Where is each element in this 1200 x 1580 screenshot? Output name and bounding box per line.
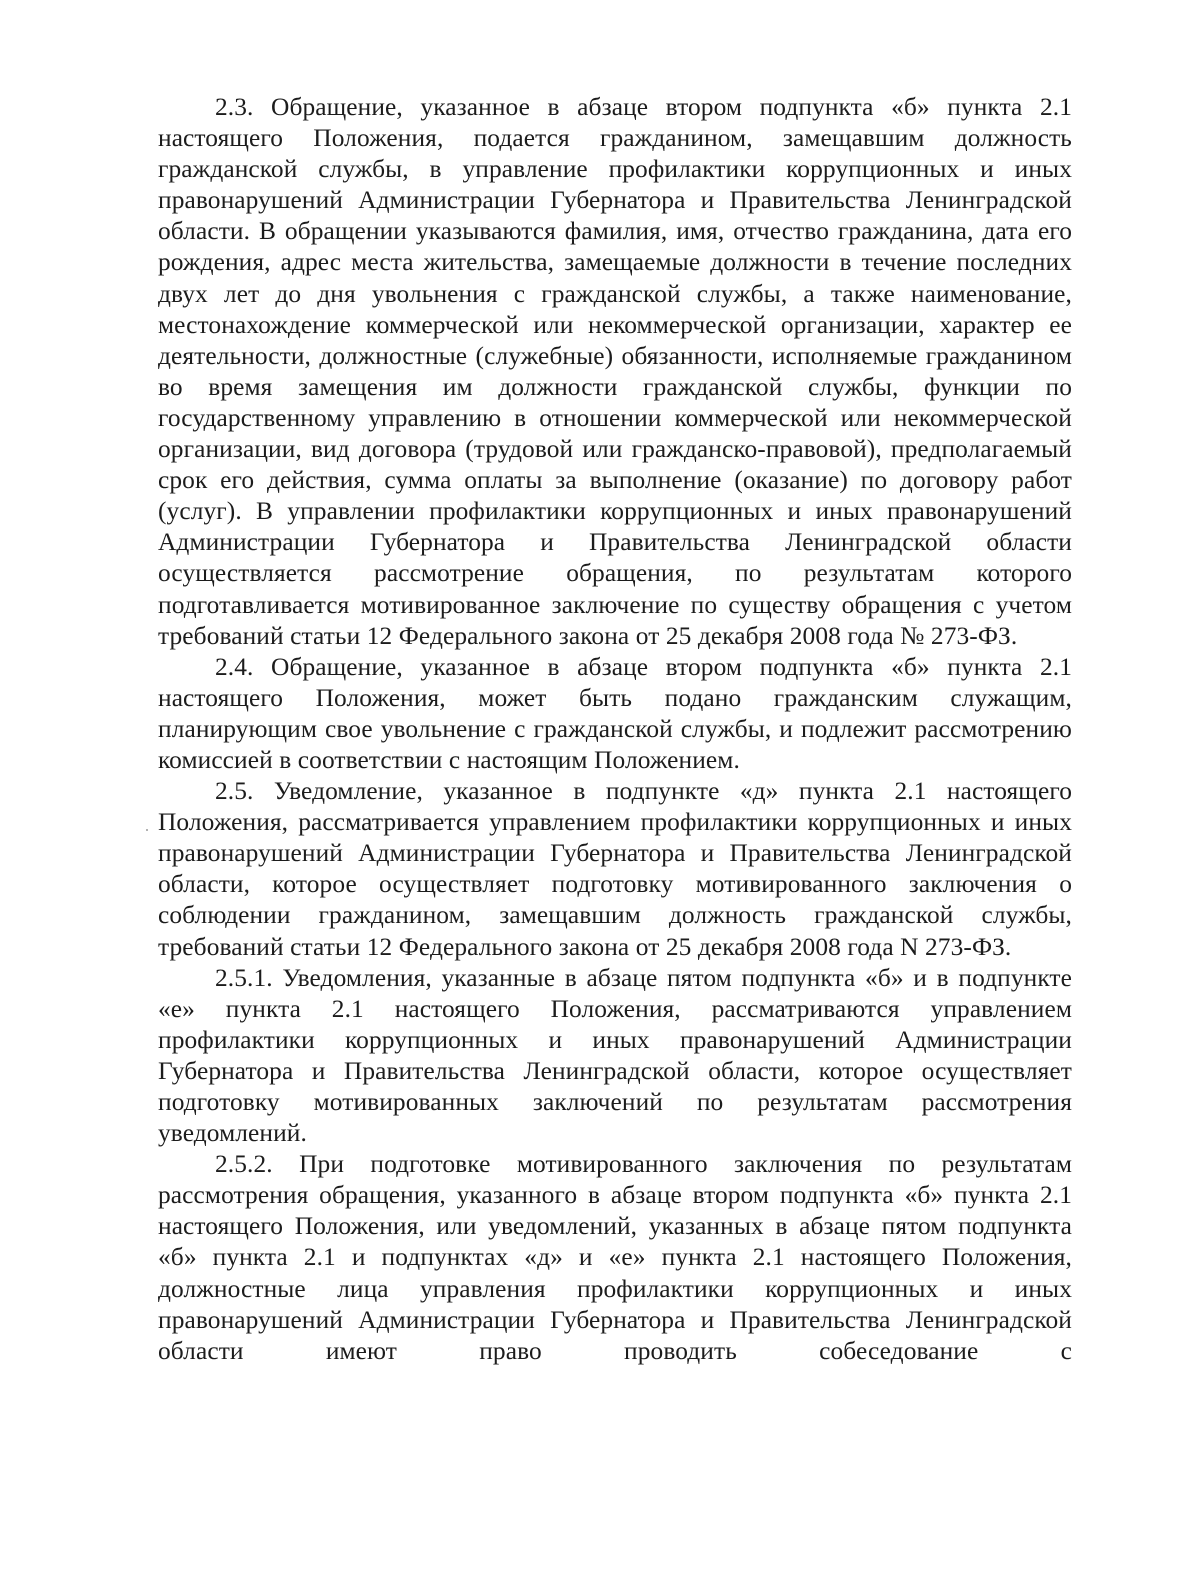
paragraph-2-5: 2.5. Уведомление, указанное в подпункте «д» пункта 2.1 настоящего Положения, рассматривается управлением профилактики коррупционных и иных правонарушений Администрации Губернатора и Правительства Ленинградской области, которое осуществляет подготовку мотивированного заключения о соблюдении гражданином, замещавшим должность гражданской службы, требований статьи 12 Федерального закона от 25 декабря 2008 года N 273-ФЗ. bbox=[158, 777, 1072, 961]
scan-speck bbox=[146, 829, 148, 831]
paragraph-2-5-2: 2.5.2. При подготовке мотивированного заключения по результатам рассмотрения обращения, указанного в абзаце втором подпункта «б» пункта 2.1 настоящего Положения, или уведомлений, указанных в абзаце пятом подпункта «б» пункта 2.1 и подпунктах «д» и «е» пункта 2.1 настоящего Положения, должностные лица управления профилактики коррупционных и иных правонарушений Администрации Губернатора и Правительства Ленинградской области имеют право проводить собеседование с bbox=[158, 1150, 1072, 1365]
paragraph-2-4: 2.4. Обращение, указанное в абзаце втором подпункта «б» пункта 2.1 настоящего Положения, может быть подано гражданским служащим, планирующим свое увольнение с гражданской службы, и подлежит рассмотрению комиссией в соответствии с настоящим Положением. bbox=[158, 652, 1072, 774]
paragraph-2-3: 2.3. Обращение, указанное в абзаце втором подпункта «б» пункта 2.1 настоящего Положения, подается гражданином, замещавшим должность гражданской службы, в управление профилактики коррупционных и иных правонарушений Администрации Губернатора и Правительства Ленинградской области. В обращении указываются фамилия, имя, отчество гражданина, дата его рождения, адрес места жительства, замещаемые должности в течение последних двух лет до дня увольнения с гражданской службы, а также наименование, местонахождение коммерческой или некоммерческой организации, характер ее деятельности, должностные (служебные) обязанности, исполняемые гражданином во время замещения им должности гражданской службы, функции по государственному управлению в отношении коммерческой или некоммерческой организации, вид договора (трудовой или гражданско-правовой), предполагаемый срок его действия, сумма оплаты за выполнение (оказание) по договору работ (услуг). В управлении профилактики коррупционных и иных правонарушений Администрации Губернатора и Правительства Ленинградской области осуществляется рассмотрение обращения, по результатам которого подготавливается мотивированное заключение по существу обращения с учетом требований статьи 12 Федерального закона от 25 декабря 2008 года № 273-ФЗ. bbox=[158, 93, 1072, 650]
paragraph-2-5-1: 2.5.1. Уведомления, указанные в абзаце пятом подпункта «б» и в подпункте «е» пункта 2.1 настоящего Положения, рассматриваются управлением профилактики коррупционных и иных правонарушений Администрации Губернатора и Правительства Ленинградской области, которое осуществляет подготовку мотивированных заключений по результатам рассмотрения уведомлений. bbox=[158, 963, 1072, 1148]
document-page bbox=[158, 92, 1072, 1367]
